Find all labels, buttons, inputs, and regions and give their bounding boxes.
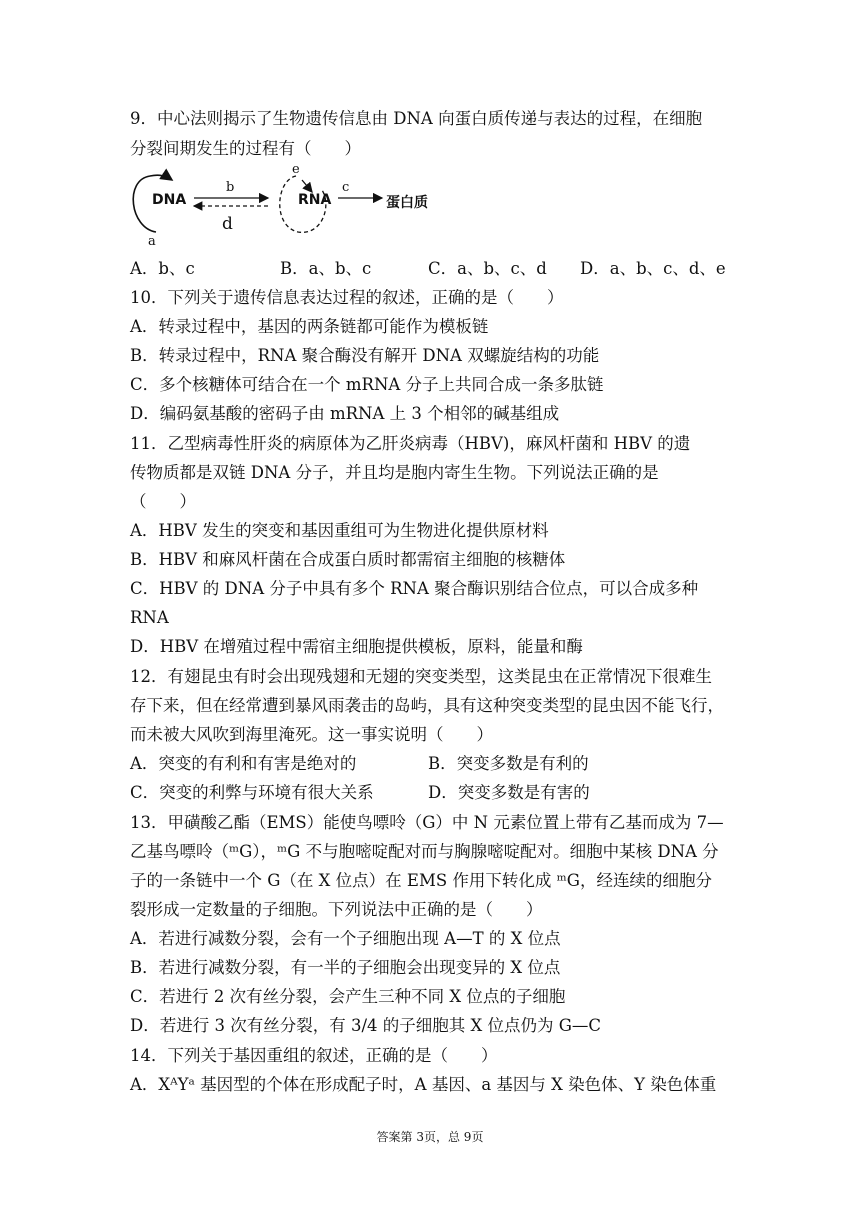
label-c: c (342, 180, 350, 195)
label-rna: RNA (298, 192, 332, 208)
q11-option-c-line1: C．HBV 的 DNA 分子中具有多个 RNA 聚合酶识别结合位点，可以合成多种 (130, 579, 699, 598)
q10-option-b: B．转录过程中，RNA 聚合酶没有解开 DNA 双螺旋结构的功能 (130, 346, 600, 365)
q14-stem: 14．下列关于基因重组的叙述，正确的是（ ） (130, 1046, 498, 1065)
q11-option-b: B．HBV 和麻风杆菌在合成蛋白质时都需宿主细胞的核糖体 (130, 550, 566, 569)
q9-option-b: B．a、b、c (280, 259, 372, 278)
label-e: e (292, 162, 300, 177)
q11-option-a: A．HBV 发生的突变和基因重组可为生物进化提供原材料 (130, 521, 549, 540)
label-a: a (148, 234, 156, 249)
q12-option-a: A．突变的有利和有害是绝对的 (130, 754, 357, 773)
q9-option-c: C．a、b、c、d (428, 259, 547, 278)
q12-option-b: B．突变多数是有利的 (428, 754, 589, 773)
label-dna: DNA (152, 192, 187, 208)
q13-stem-line2: 乙基鸟嘌呤（ᵐG），ᵐG 不与胞嘧啶配对而与胸腺嘧啶配对。细胞中某核 DNA 分 (130, 842, 719, 861)
q12-option-d: D．突变多数是有害的 (428, 783, 590, 802)
q12-stem-line3: 而未被大风吹到海里淹死。这一事实说明（ ） (130, 725, 493, 744)
q10-option-a: A．转录过程中，基因的两条链都可能作为模板链 (130, 317, 489, 336)
q9-stem-line2: 分裂间期发生的过程有（ ） (130, 139, 361, 158)
q11-option-c-line2: RNA (130, 608, 169, 627)
q13-option-a: A．若进行减数分裂，会有一个子细胞出现 A—T 的 X 位点 (130, 929, 561, 948)
q13-stem-line4: 裂形成一定数量的子细胞。下列说法中正确的是（ ） (130, 900, 543, 919)
q9-stem-line1: 9．中心法则揭示了生物遗传信息由 DNA 向蛋白质传递与表达的过程，在细胞 (130, 109, 703, 128)
q13-stem-line1: 13．甲磺酸乙酯（EMS）能使鸟嘌呤（G）中 N 元素位置上带有乙基而成为 7— (130, 813, 724, 832)
q12-stem-line2: 存下来，但在经常遭到暴风雨袭击的岛屿，具有这种突变类型的昆虫因不能飞行， (130, 696, 724, 715)
q11-stem-line1: 11．乙型病毒性肝炎的病原体为乙肝炎病毒（HBV)，麻风杆菌和 HBV 的遗 (130, 434, 691, 453)
label-protein: 蛋白质 (386, 195, 428, 211)
q9-option-d: D．a、b、c、d、e (580, 259, 726, 278)
q13-stem-line3: 子的一条链中一个 G（在 X 位点）在 EMS 作用下转化成 ᵐG，经连续的细胞分 (130, 871, 712, 890)
q13-option-d: D．若进行 3 次有丝分裂，有 3/4 的子细胞其 X 位点仍为 G—C (130, 1016, 602, 1035)
q13-option-b: B．若进行减数分裂，有一半的子细胞会出现变异的 X 位点 (130, 958, 561, 977)
label-d: d (222, 214, 233, 234)
q12-option-c: C．突变的利弊与环境有很大关系 (130, 783, 374, 802)
q10-option-d: D．编码氨基酸的密码子由 mRNA 上 3 个相邻的碱基组成 (130, 404, 560, 423)
q13-option-c: C．若进行 2 次有丝分裂，会产生三种不同 X 位点的子细胞 (130, 987, 566, 1006)
q11-stem-line3: （ ） (130, 492, 196, 511)
label-b: b (226, 180, 235, 195)
central-dogma-diagram (126, 162, 446, 252)
q14-option-a: A．XᴬYᵃ 基因型的个体在形成配子时，A 基因、a 基因与 X 染色体、Y 染色体重 (130, 1075, 717, 1094)
q9-option-a: A．b、c (130, 259, 195, 278)
q12-stem-line1: 12．有翅昆虫有时会出现残翅和无翅的突变类型，这类昆虫在正常情况下很难生 (130, 667, 712, 686)
page-footer: 答案第 3页，总 9页 (376, 1130, 484, 1144)
q10-stem: 10．下列关于遗传信息表达过程的叙述，正确的是（ ） (130, 288, 564, 307)
q11-option-d: D．HBV 在增殖过程中需宿主细胞提供模板，原料，能量和酶 (130, 637, 583, 656)
q11-stem-line2: 传物质都是双链 DNA 分子，并且均是胞内寄生生物。下列说法正确的是 (130, 463, 659, 482)
q10-option-c: C．多个核糖体可结合在一个 mRNA 分子上共同合成一条多肽链 (130, 375, 604, 394)
